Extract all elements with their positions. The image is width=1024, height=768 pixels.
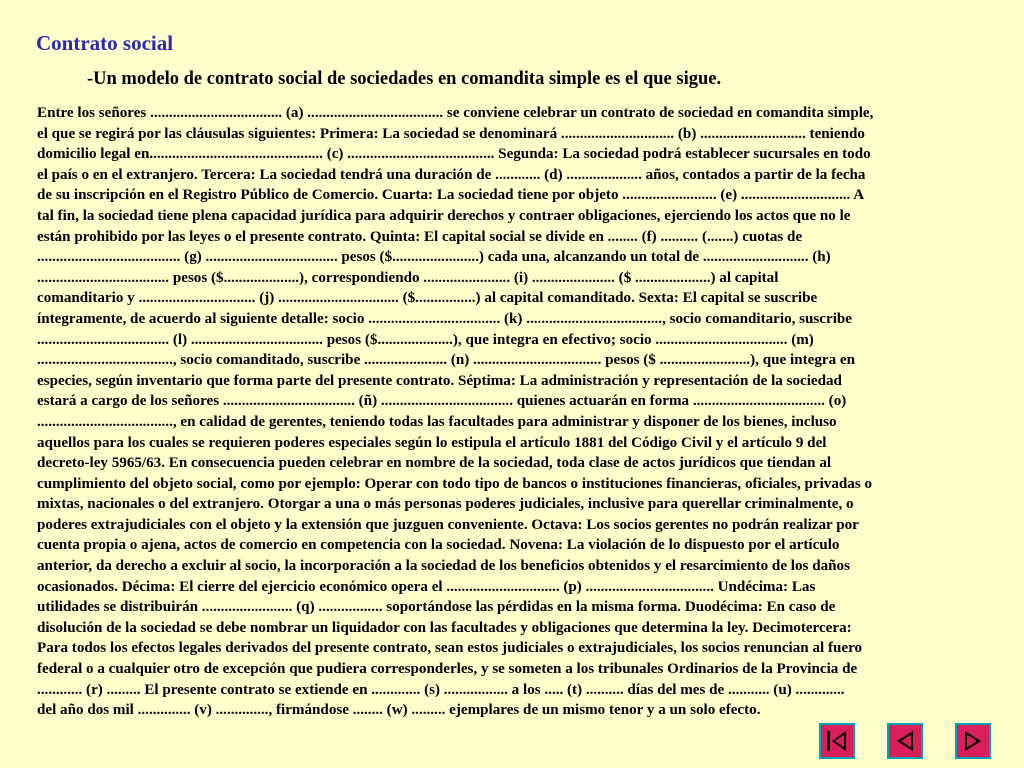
arrow-left-icon [892, 728, 918, 754]
arrow-right-icon [960, 728, 986, 754]
page-subtitle: -Un modelo de contrato social de sociedades en comandita simple es el que sigue. [87, 69, 722, 89]
nav-next-slide-button[interactable] [955, 723, 991, 759]
nav-previous-slide-button[interactable] [887, 723, 923, 759]
contract-body-text: Entre los señores ................................... (a) .................................... se conviene celebrar un contrato de sociedad en comandita simple, el que se regirá por las cláusulas siguientes: Primera: La sociedad se denominará .............................. (b) ............................ teniendo domicilio legal en.............................................. (c) ....................................... Segunda: La sociedad podrá establecer sucursales en todo el país o en el extranjero. Tercera: La sociedad tendrá una duración de ............ (d) .................... años, contados a partir de la fecha de su inscripción en el Registro Público de Comercio. Cuarta: La sociedad tiene por objeto ......................... (e) ............................. A tal fin, la sociedad tiene plena capacidad jurídica para adquirir derechos y contraer obligaciones, ejerciendo los actos que no le están prohibido por las leyes o el presente contrato. Quinta: El capital social se divide en ........ (f) .......... (.......) cuotas de ...................................... (g) ................................... pesos ($.......................) cada una, alcanzando un total de ............................ (h) ................................... pesos ($....................), correspondiendo ....................... (i) ...................... ($ ....................) al capital comanditario y ............................... (j) ................................ ($................) al capital comanditado. Sexta: El capital se suscribe íntegramente, de acuerdo al siguiente detalle: socio ................................... (k) ...................................., socio comanditario, suscribe ................................... (l) ................................... pesos ($....................), que integra en efectivo; socio ................................... (m) ...................................., socio comanditado, suscribe ...................... (n) .................................. pesos ($ ........................), que integra en especies, según inventario que forma parte del presente contrato. Séptima: La administración y representación de la sociedad estará a cargo de los señores ................................... (ñ) ................................... quienes actuarán en forma ................................... (o) ...................................., en calidad de gerentes, teniendo todas las facultades para administrar y disponer de los bienes, incluso aquellos para los cuales se requieren poderes especiales según lo estipula el artículo 1881 del Código Civil y el artículo 9 del decreto-ley 5965/63. En consecuencia pueden celebrar en nombre de la sociedad, toda clase de actos jurídicos que tiendan al cumplimiento del objeto social, como por ejemplo: Operar con todo tipo de bancos o instituciones financieras, oficiales, privadas o mixtas, nacionales o del extranjero. Otorgar a una o más personas poderes judiciales, inclusive para querellar criminalmente, o poderes extrajudiciales con el objeto y la extensión que juzguen conveniente. Octava: Los socios gerentes no podrán realizar por cuenta propia o ajena, actos de comercio en competencia con la sociedad. Novena: La violación de lo dispuesto por el artículo anterior, da derecho a excluir al socio, la incorporación a la sociedad de los beneficios obtenidos y el resarcimiento de los daños ocasionados. Décima: El cierre del ejercicio económico opera el .............................. (p) .................................. Undécima: Las utilidades se distribuirán ........................ (q) ................. soportándose las pérdidas en la misma forma. Duodécima: En caso de disolución de la sociedad se debe nombrar un liquidador con las facultades y obligaciones que determina la ley. Decimotercera: Para todos los efectos legales derivados del presente contrato, sean estos judiciales o extrajudiciales, los socios renuncian al fuero federal o a cualquier otro de excepción que pudiera corresponderles, y se someten a los tribunales Ordinarios de la Provincia de ............ (r) ......... El presente contrato se extiende en ............. (s) ................. a los ..... (t) .......... días del mes de ........... (u) ............. del año dos mil .............. (v) .............., firmándose ........ (w) ......... ejemplares de un mismo tenor y a un solo efecto. [37, 105, 874, 719]
page-title: Contrato social [36, 31, 174, 55]
nav-first-slide-button[interactable] [819, 723, 855, 759]
skip-to-first-icon [824, 728, 850, 754]
